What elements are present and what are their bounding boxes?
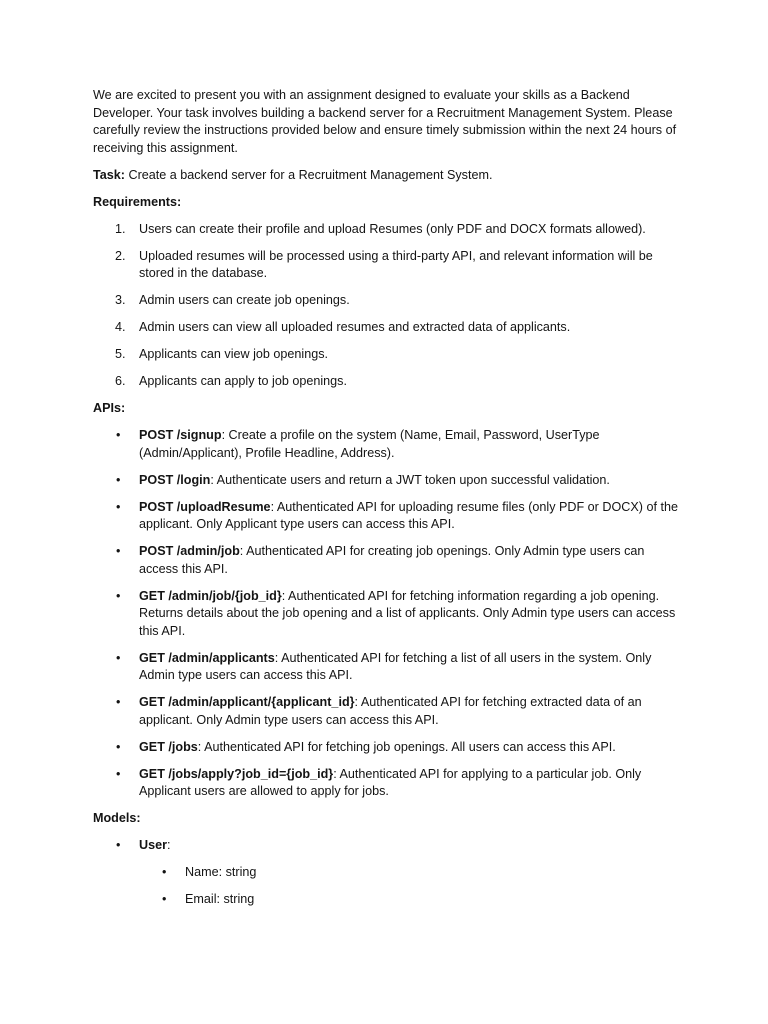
document-body: [93, 87, 683, 918]
api-endpoint: POST /admin/job: [139, 544, 240, 558]
bullet-icon: •: [116, 472, 121, 487]
list-item: 5. Applicants can view job openings.: [115, 347, 329, 361]
list-item: • Email: string: [139, 891, 683, 909]
intro-paragraph: We are excited to present you with an assignment designed to evaluate your skills as a Backend Developer. Your task involves building a backend server for a Recruitment Management System. Please carefully review the instructions provided below and ensure timely submission within the next 24 hours of receiving this assignment.: [93, 88, 677, 155]
api-endpoint: GET /jobs: [139, 739, 198, 754]
api-endpoint: POST /uploadResume: [139, 499, 271, 514]
bullet-icon: •: [116, 766, 121, 781]
list-item: • GET /jobs: Authenticated API for fetching job openings. All users can access this API.: [93, 739, 683, 757]
list-item: 4. Admin users can view all uploaded resumes and extracted data of applicants.: [115, 320, 571, 334]
bullet-icon: •: [116, 695, 121, 709]
list-item: • POST /uploadResume: Authenticated API for uploading resume files (only PDF or DOCX) of the applicant. Only Applicant type users can access this API.: [116, 499, 678, 531]
list-item: 3. Admin users can create job openings.: [115, 293, 350, 307]
api-endpoint: POST /login: [139, 472, 211, 487]
list-item: • GET /jobs/apply?job_id={job_id}: Authenticated API for applying to a particular job. Only Applicant users are allowed to apply for jobs.: [116, 766, 642, 798]
bullet-icon: •: [116, 650, 121, 665]
requirements-list: [93, 221, 683, 391]
models-list: [93, 837, 683, 909]
list-item: • GET /admin/applicant/{applicant_id}: Authenticated API for fetching extracted data of an applicant. Only Admin type users can access this API.: [116, 695, 642, 727]
list-item: 6. Applicants can apply to job openings.: [115, 374, 347, 388]
list-item: • POST /login: Authenticate users and return a JWT token upon successful validation.: [93, 472, 683, 490]
bullet-icon: •: [116, 499, 121, 514]
model-name: User: [139, 838, 168, 852]
task-label: Task:: [93, 167, 125, 182]
list-item: 2. Uploaded resumes will be processed using a third-party API, and relevant information will be stored in the database.: [115, 248, 653, 280]
list-item: • POST /admin/job: Authenticated API for creating job openings. Only Admin type users can access this API.: [116, 544, 645, 576]
list-item: • User: • Name: string • Email: string: [93, 837, 683, 909]
bullet-icon: •: [116, 588, 121, 603]
bullet-icon: •: [116, 739, 121, 754]
list-item: • POST /signup: Create a profile on the system (Name, Email, Password, UserType (Admin/Applicant), Profile Headline, Address).: [116, 428, 600, 460]
api-endpoint: GET /jobs/apply?job_id={job_id}: [139, 766, 334, 781]
bullet-icon: •: [116, 838, 121, 852]
apis-heading: APIs:: [93, 401, 126, 415]
bullet-icon: •: [116, 544, 121, 558]
list-item: • GET /admin/job/{job_id}: Authenticated API for fetching information regarding a job opening. Returns details about the job opening and a list of applicants. Only Admin type users can access this API.: [116, 588, 676, 638]
models-heading: Models:: [93, 811, 141, 825]
api-endpoint: POST /signup: [139, 428, 222, 442]
task-paragraph: [93, 167, 683, 185]
bullet-icon: •: [116, 428, 121, 442]
bullet-icon: •: [162, 865, 167, 879]
task-text: Create a backend server for a Recruitment Management System.: [124, 167, 493, 182]
user-fields-list: [139, 864, 683, 909]
list-item: • Name: string: [139, 864, 683, 882]
api-endpoint: GET /admin/applicants: [139, 650, 275, 665]
api-endpoint: GET /admin/job/{job_id}: [139, 588, 282, 603]
api-endpoint: GET /admin/applicant/{applicant_id}: [139, 695, 355, 709]
bullet-icon: •: [162, 892, 167, 906]
requirements-heading: Requirements:: [93, 194, 182, 209]
apis-list: [93, 427, 683, 801]
list-item: • GET /admin/applicants: Authenticated API for fetching a list of all users in the system. Only Admin type users can access this API.: [116, 650, 652, 682]
list-item: 1. Users can create their profile and upload Resumes (only PDF and DOCX formats allowed).: [115, 221, 646, 236]
